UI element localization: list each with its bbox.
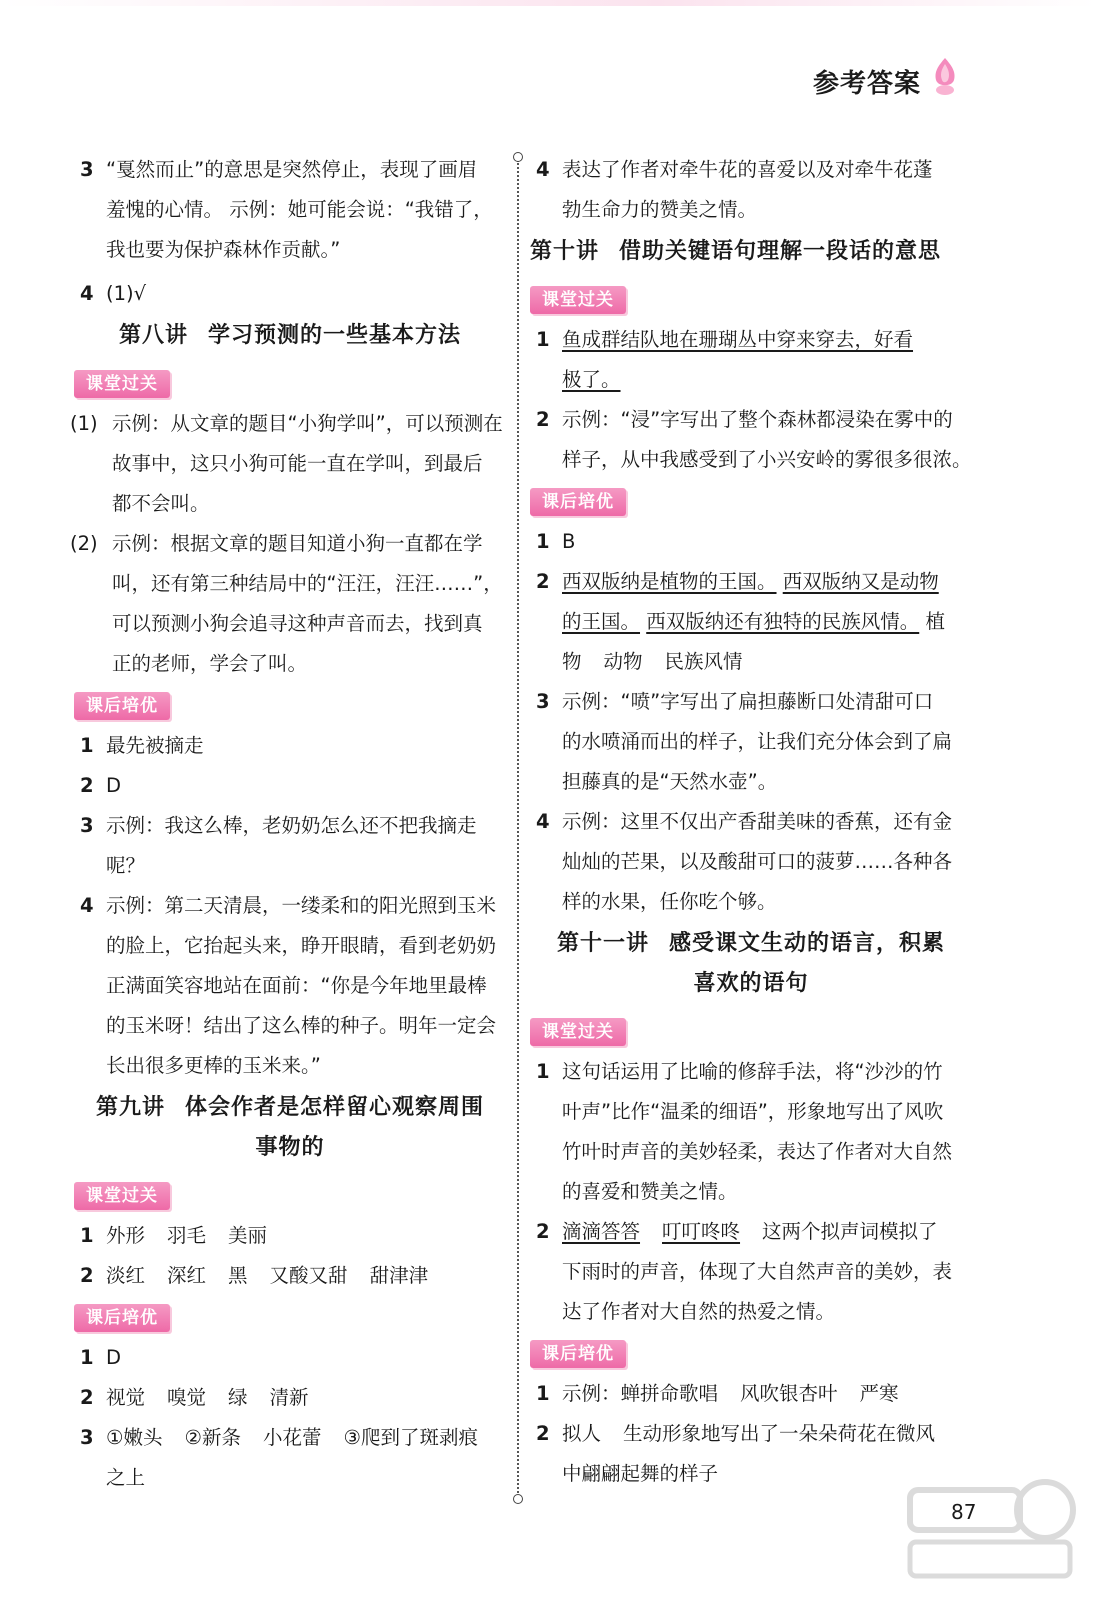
lesson-10-title: 第十讲 借助关键语句理解一段话的意思 [530, 239, 942, 264]
divider-dot-top [513, 152, 523, 162]
badge-in-class: 课堂过关 [74, 370, 170, 398]
lesson-8-title: 第八讲 学习预测的一些基本方法 [118, 323, 462, 348]
badge-after-class: 课后培优 [530, 1340, 626, 1368]
answer-item: 1 B [536, 530, 576, 553]
divider-dot-bottom [513, 1494, 523, 1504]
answer-item: 2 示例：“浸”字写出了整个森林都浸染在雾中的 样子，从中我感受到了小兴安岭的雾很多很浓。 [536, 408, 972, 471]
badge-in-class: 课堂过关 [530, 1018, 626, 1046]
answer-item: 3 ①嫩头 ②新条 小花蕾 ③爬到了斑剥痕 之上 [80, 1426, 478, 1489]
page-header-title: 参考答案 [812, 69, 921, 99]
answer-item: 1 外形 羽毛 美丽 [80, 1224, 268, 1247]
answer-item: (1) 示例：从文章的题目“小狗学叫”，可以预测在 故事中，这只小狗可能一直在学叫，到最后 都不会叫。 [70, 412, 503, 515]
lesson-9-title: 第九讲 体会作者是怎样留心观察周围 事物的 [95, 1095, 485, 1160]
answer-item: 2 视觉 嗅觉 绿 清新 [80, 1386, 309, 1409]
answer-item: 1 这句话运用了比喻的修辞手法，将“沙沙的竹 叶声”比作“温柔的细语”，形象地写出了风吹 竹叶时声音的美妙轻柔，表达了作者对大自然 的喜爱和赞美之情。 [536, 1060, 953, 1203]
answer-item: 2 D [80, 774, 122, 797]
badge-in-class: 课堂过关 [530, 286, 626, 314]
badge-after-class: 课后培优 [74, 692, 170, 720]
answer-item: 3 示例：我这么棒，老奶奶怎么还不把我摘走 呢？ [80, 814, 477, 877]
answer-item: 1 示例：蝉拼命歌唱 风吹银杏叶 严寒 [536, 1382, 899, 1405]
left-column [70, 150, 510, 1498]
badge-after-class: 课后培优 [74, 1304, 170, 1332]
badge-in-class: 课堂过关 [74, 1182, 170, 1210]
answer-item: 2 滴滴答答 叮叮咚咚 这两个拟声词模拟了 下雨时的声音，体现了大自然声音的美妙，表 达了作者对大自然的热爱之情。 [536, 1220, 953, 1323]
page-number: 87 [951, 1500, 977, 1524]
answer-item: 2 西双版纳是植物的王国。 西双版纳又是动物 的王国。 西双版纳还有独特的民族风情。 植 物 动物 民族风情 [536, 570, 945, 673]
answer-item: 4 表达了作者对牵牛花的喜爱以及对牵牛花蓬 勃生命力的赞美之情。 [536, 158, 933, 221]
lesson-11-title: 第十一讲 感受课文生动的语言，积累 喜欢的语句 [556, 931, 946, 996]
column-divider [517, 160, 519, 1500]
answer-item: 1 最先被摘走 [80, 734, 204, 757]
right-column [526, 150, 976, 1494]
answer-item: 2 拟人 生动形象地写出了一朵朵荷花在微风 中翩翩起舞的样子 [536, 1422, 936, 1485]
answer-item: 1 D [80, 1346, 122, 1369]
answer-item: 3 示例：“喷”字写出了扁担藤断口处清甜可口 的水喷涌而出的样子，让我们充分体会到了扁 担藤真的是“天然水壶”。 [536, 690, 953, 793]
badge-after-class: 课后培优 [530, 488, 626, 516]
answer-item: 4 示例：第二天清晨，一缕柔和的阳光照到玉米 的脸上，它抬起头来，睁开眼睛，看到老奶奶 正满面笑容地站在面前：“你是今年地里最棒 的玉米呀！结出了这么棒的种子。明年一定会 长出很多更棒的玉米来。” [80, 894, 497, 1077]
answer-item: 1 鱼成群结队地在珊瑚丛中穿来穿去，好看 极了。 [536, 328, 914, 391]
answer-item: 3 “戛然而止”的意思是突然停止，表现了画眉 羞愧的心情。 示例：她可能会说：“我错了， 我也要为保护森林作贡献。” [80, 158, 493, 261]
answer-item: (2) 示例：根据文章的题目知道小狗一直都在学 叫，还有第三种结局中的“汪汪，汪汪……”， 可以预测小狗会追寻这种声音而去，找到真 正的老师，学会了叫。 [70, 532, 503, 675]
answer-item: 4 示例：这里不仅出产香甜美味的香蕉，还有金 灿灿的芒果，以及酸甜可口的菠萝……各种各 样的水果，任你吃个够。 [536, 810, 953, 913]
answer-item: 2 淡红 深红 黑 又酸又甜 甜津津 [80, 1264, 429, 1287]
watermark-logo [900, 1470, 1080, 1590]
top-decor-bar [0, 0, 1096, 6]
flower-bud-icon [932, 56, 958, 96]
answer-item: 4 (1)√ [80, 282, 147, 305]
